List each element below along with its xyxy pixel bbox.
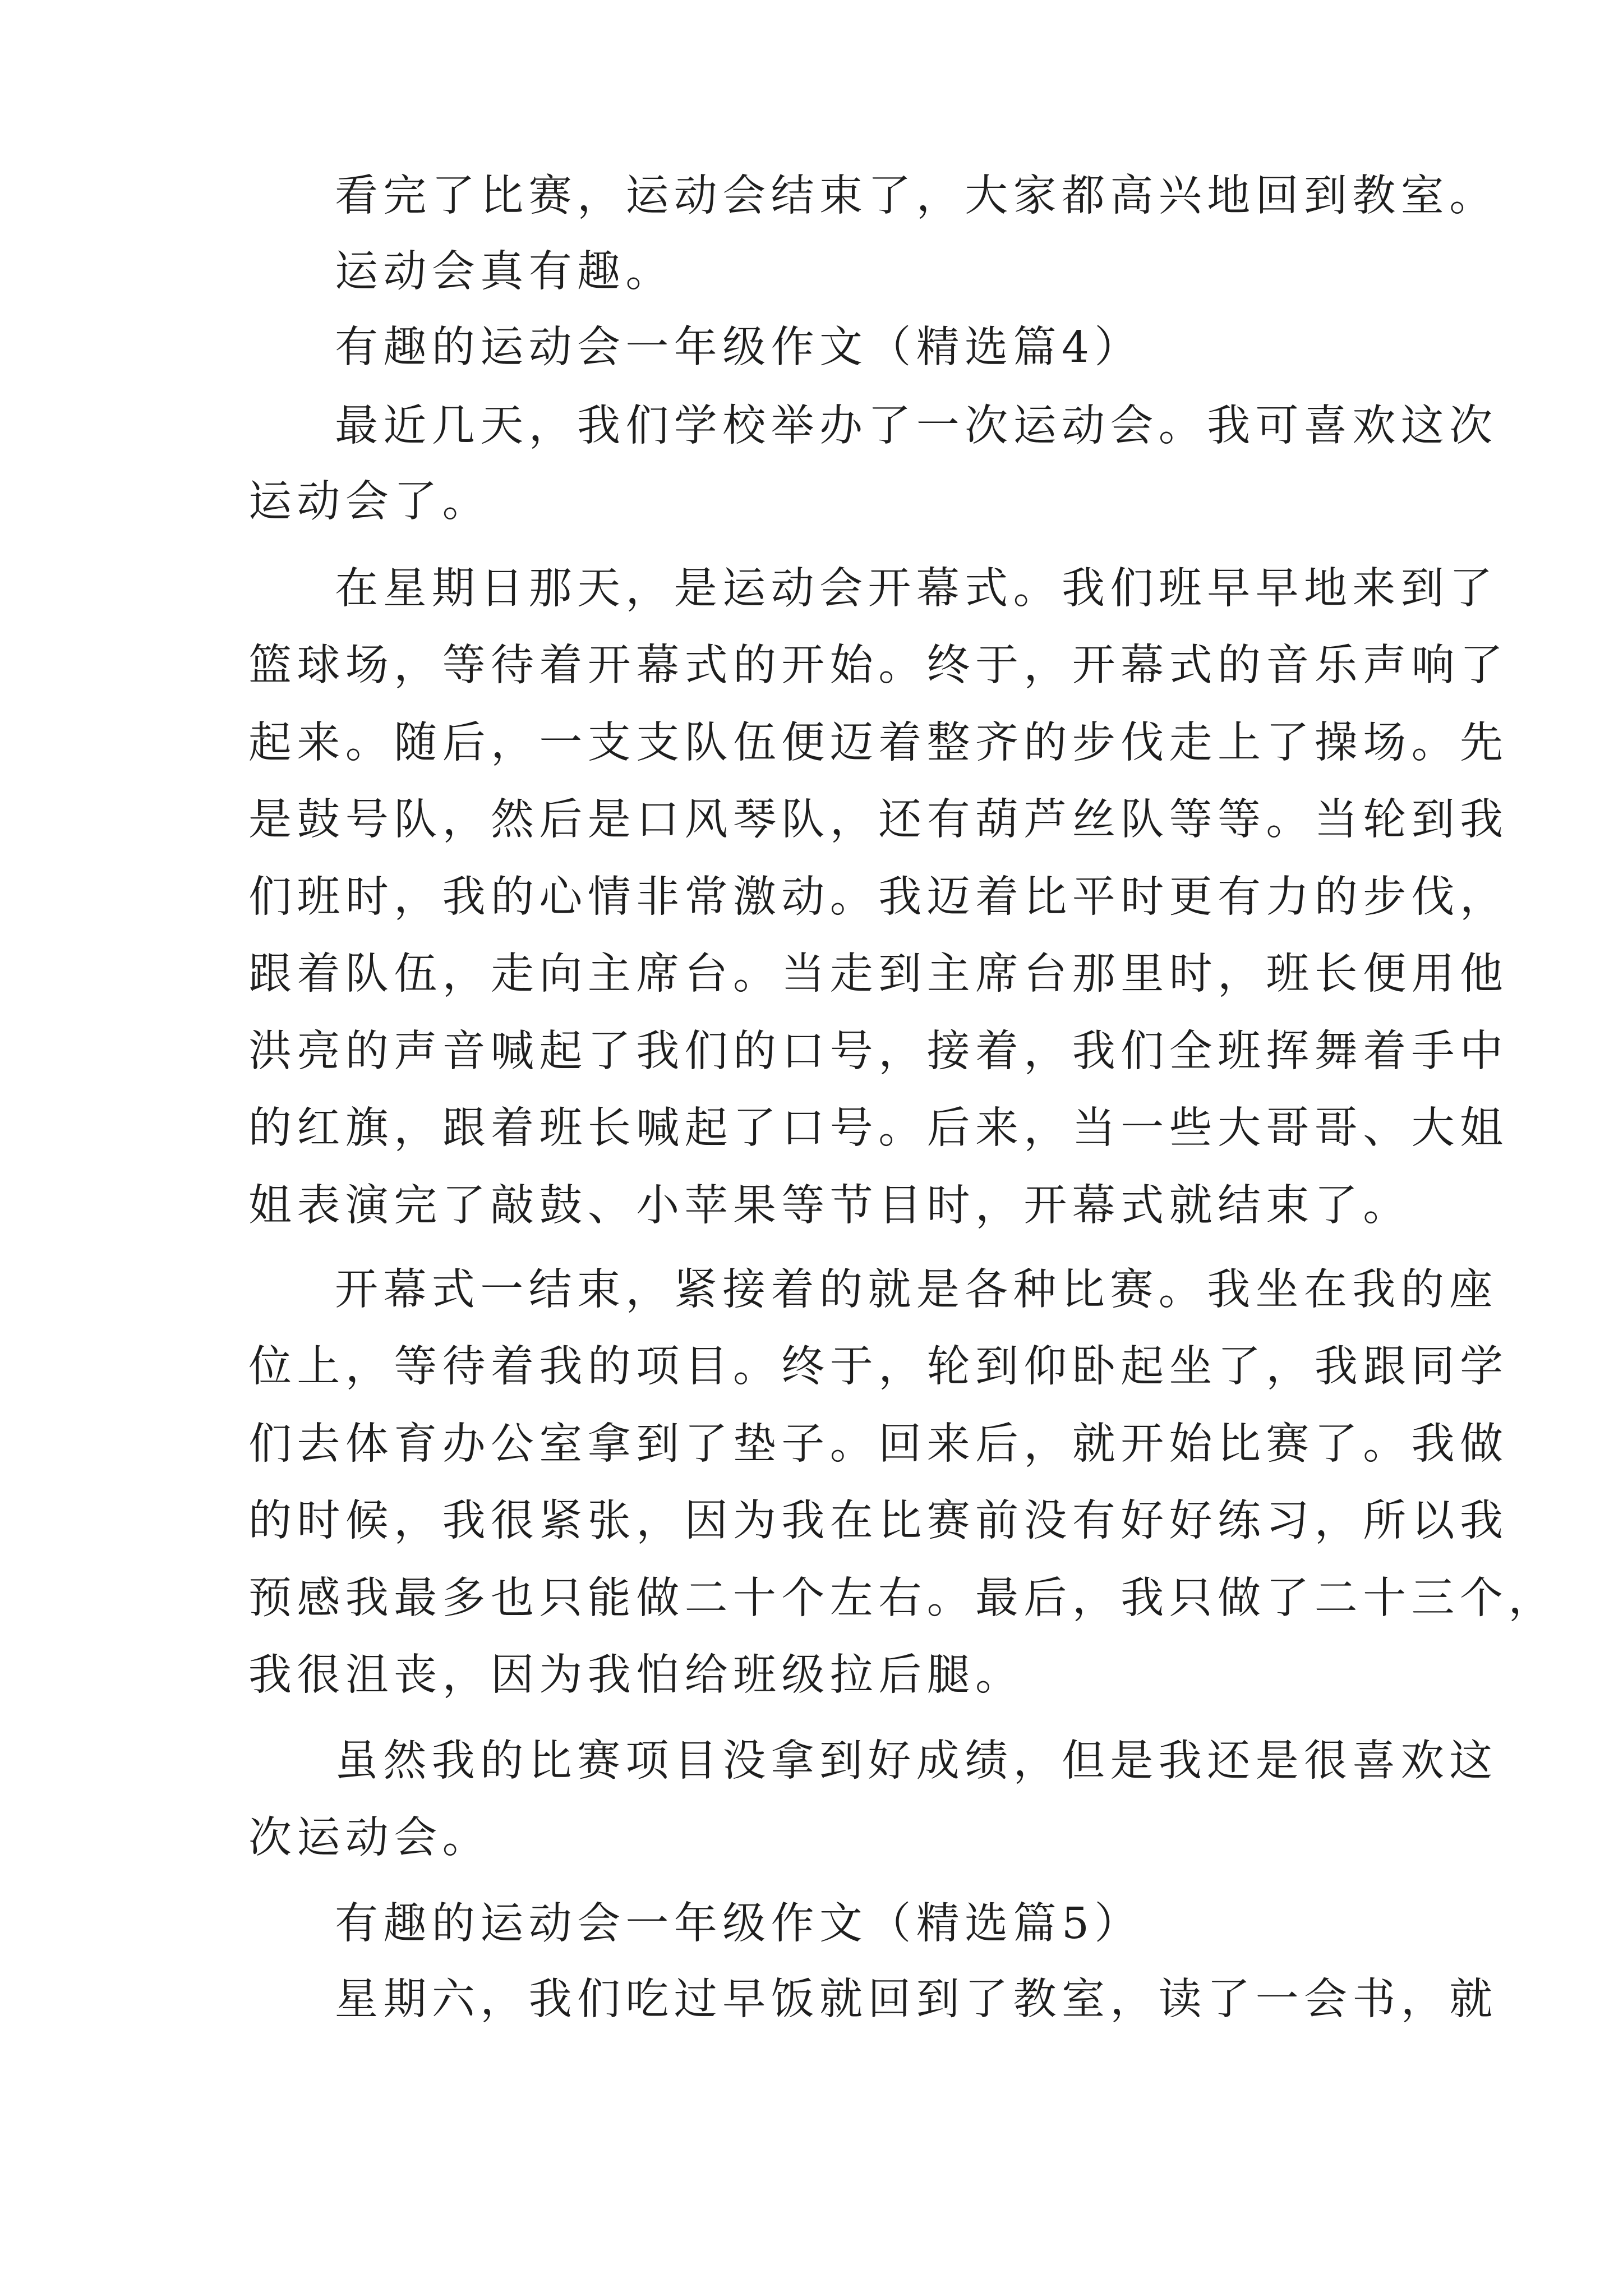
paragraph-line: 在星期日那天，是运动会开幕式。我们班早早地来到了 (335, 564, 1498, 614)
paragraph-line: 开幕式一结束，紧接着的就是各种比赛。我坐在我的座 (335, 1265, 1498, 1315)
paragraph-line: 姐表演完了敲鼓、小苹果等节目时，开幕式就结束了。 (248, 1181, 1412, 1231)
paragraph-line: 洪亮的声音喊起了我们的口号，接着，我们全班挥舞着手中 (248, 1027, 1509, 1076)
paragraph-line: 预感我最多也只能做二十个左右。最后，我只做了二十三个， (248, 1573, 1557, 1623)
section-heading: 有趣的运动会一年级作文（精选篇5） (335, 1899, 1143, 1949)
paragraph-line: 运动会了。 (248, 477, 491, 527)
paragraph-line: 起来。随后，一支支队伍便迈着整齐的步伐走上了操场。先 (248, 718, 1509, 768)
paragraph-line: 们班时，我的心情非常激动。我迈着比平时更有力的步伐， (248, 872, 1509, 922)
paragraph-line: 星期六，我们吃过早饭就回到了教室，读了一会书，就 (335, 1975, 1498, 2024)
paragraph-line: 跟着队伍，走向主席台。当走到主席台那里时，班长便用他 (248, 949, 1509, 999)
paragraph-line: 最近几天，我们学校举办了一次运动会。我可喜欢这次 (335, 401, 1498, 451)
section-heading: 有趣的运动会一年级作文（精选篇4） (335, 323, 1143, 372)
paragraph-line: 是鼓号队，然后是口风琴队，还有葫芦丝队等等。当轮到我 (248, 795, 1509, 845)
paragraph-line: 们去体育办公室拿到了垫子。回来后，就开始比赛了。我做 (248, 1419, 1509, 1469)
paragraph-line: 运动会真有趣。 (335, 247, 674, 297)
paragraph-line: 我很沮丧，因为我怕给班级拉后腿。 (248, 1650, 1024, 1700)
paragraph-line: 次运动会。 (248, 1813, 491, 1863)
paragraph-line: 位上，等待着我的项目。终于，轮到仰卧起坐了，我跟同学 (248, 1342, 1509, 1392)
paragraph-line: 的红旗，跟着班长喊起了口号。后来，当一些大哥哥、大姐 (248, 1103, 1509, 1153)
paragraph-line: 篮球场，等待着开幕式的开始。终于，开幕式的音乐声响了 (248, 641, 1509, 691)
paragraph-line: 的时候，我很紧张，因为我在比赛前没有好好练习，所以我 (248, 1496, 1509, 1546)
paragraph-line: 看完了比赛，运动会结束了，大家都高兴地回到教室。 (335, 171, 1498, 221)
paragraph-line: 虽然我的比赛项目没拿到好成绩，但是我还是很喜欢这 (335, 1736, 1498, 1786)
